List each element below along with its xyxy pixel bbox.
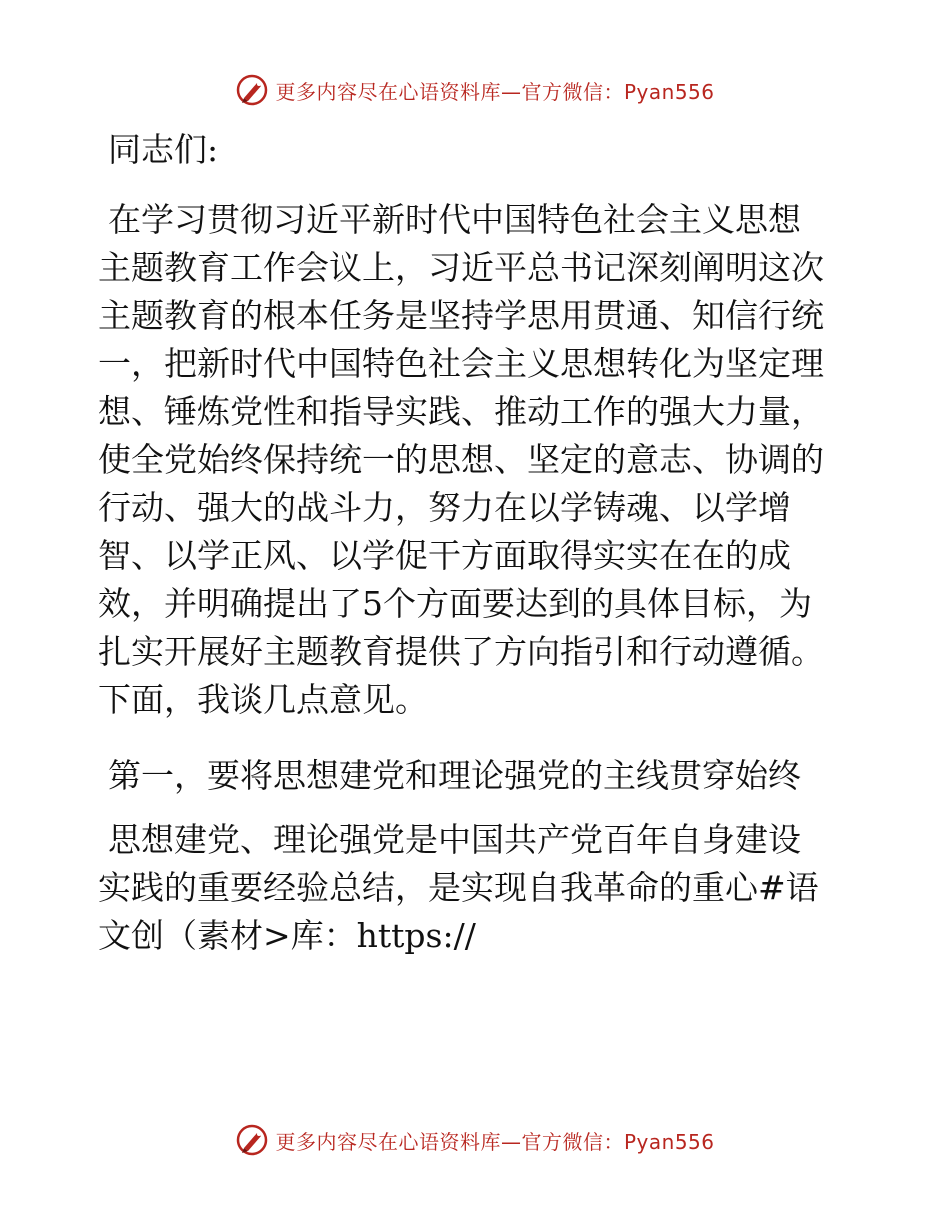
section-heading: 第一，要将思想建党和理论强党的主线贯穿始终 [108,756,801,795]
text-line: 使全党始终保持统一的思想、坚定的意志、协调的 [98,440,824,479]
text-line: 行动、强大的战斗力，努力在以学铸魂、以学增 [98,488,791,527]
text-line: 智、以学正风、以学促干方面取得实实在在的成 [98,536,791,575]
pen-logo-icon [235,1123,269,1157]
wechat-id: Pyan556 [623,1129,715,1154]
text-line: 下面，我谈几点意见。 [98,680,428,719]
text-line: 在学习贯彻习近平新时代中国特色社会主义思想 [108,200,801,239]
text-line: 主题教育工作会议上，习近平总书记深刻阐明这次 [98,248,824,287]
text-line: 文创（素材>库：https:// [98,916,476,955]
document-body [98,118,858,960]
text-line: 效，并明确提出了5个方面要达到的具体目标，为 [98,584,812,623]
watermark-text: 更多内容尽在心语资料库—官方微信：Pyan556 [275,1129,715,1154]
text-line: 想、锤炼党性和指导实践、推动工作的强大力量， [98,392,824,431]
greeting: 同志们: [108,130,219,169]
wechat-id: Pyan556 [623,79,715,104]
text-line: 思想建党、理论强党是中国共产党百年自身建设 [108,820,801,859]
text-line: 主题教育的根本任务是坚持学思用贯通、知信行统 [98,296,824,335]
watermark-text: 更多内容尽在心语资料库—官方微信：Pyan556 [275,79,715,104]
text-line: 实践的重要经验总结，是实现自我革命的重心#语 [98,868,819,907]
paragraph-2 [98,816,858,960]
pen-logo-icon [235,73,269,107]
footer-watermark [0,1120,950,1160]
paragraph-1 [98,196,858,724]
header-watermark [0,70,950,110]
text-line: 一，把新时代中国特色社会主义思想转化为坚定理 [98,344,824,383]
text-line: 扎实开展好主题教育提供了方向指引和行动遵循。 [98,632,824,671]
